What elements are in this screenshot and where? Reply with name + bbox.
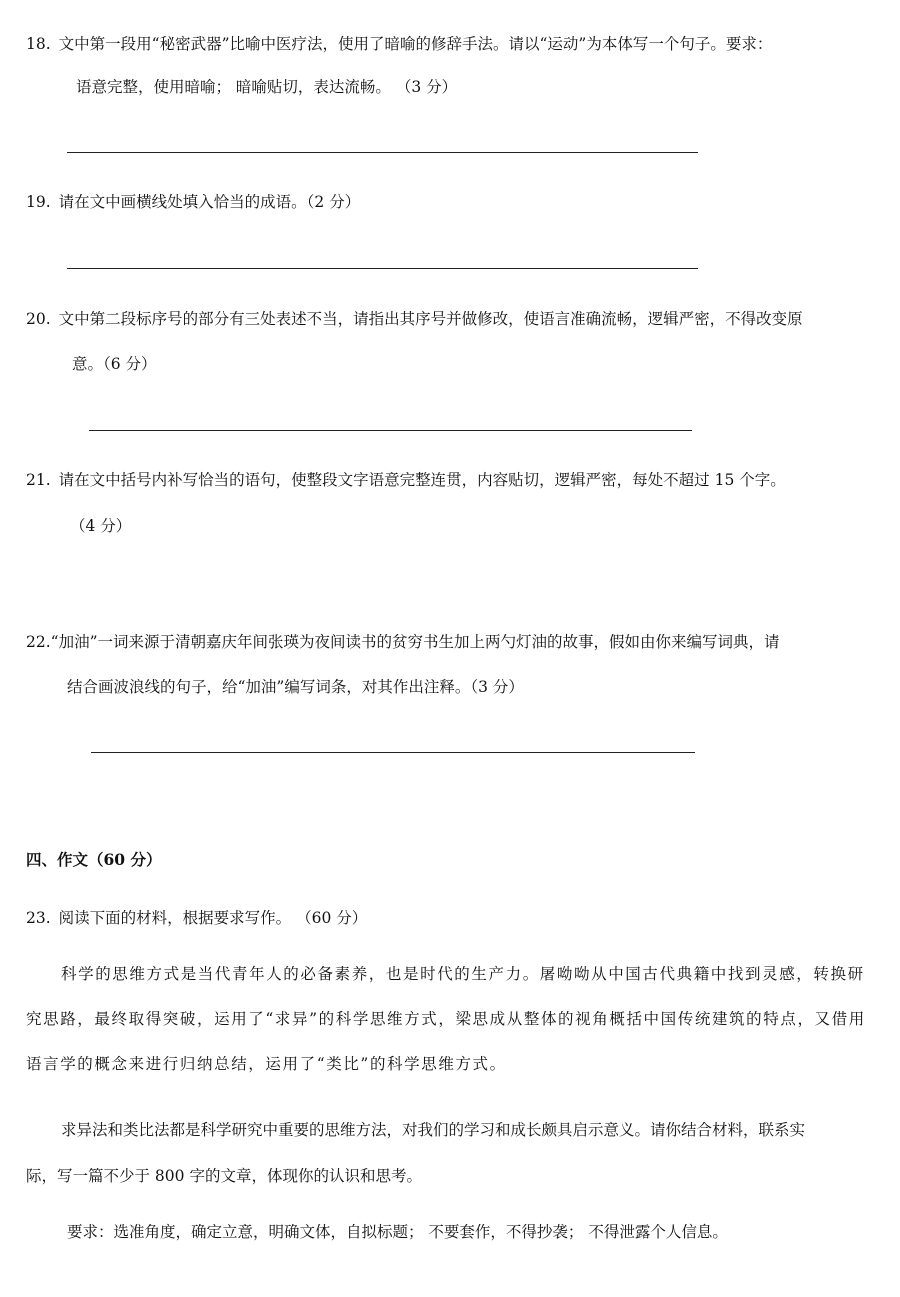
question-21-text: 请在文中括号内补写恰当的语句，使整段文字语意完整连贯，内容贴切，逻辑严密，每处不超过 15 个字。 [58, 471, 786, 489]
answer-line-18 [67, 152, 698, 153]
question-23-number: 23. [26, 909, 51, 927]
question-20-number: 20. [26, 310, 51, 328]
requirements-line: 要求：选准角度，确定立意，明确文体，自拟标题； 不要套作，不得抄袭； 不得泄露个人信息。 [67, 1223, 728, 1241]
question-19-line1 [26, 192, 360, 212]
question-22-number: 22. [26, 633, 51, 651]
answer-line-19 [67, 268, 698, 269]
question-23-line1 [26, 908, 367, 928]
question-19-number: 19. [26, 193, 51, 211]
question-23-prompt: 阅读下面的材料，根据要求写作。 （60 分） [58, 909, 368, 927]
question-18-text: 文中第一段用“秘密武器”比喻中医疗法，使用了暗喻的修辞手法。请以“运动”为本体写一个句子。要求： [58, 35, 773, 53]
question-21-line1 [26, 470, 786, 490]
question-19-text: 请在文中画横线处填入恰当的成语。（2 分） [58, 193, 361, 211]
instruction-line-1: 求异法和类比法都是科学研究中重要的思维方法，对我们的学习和成长颇具启示意义。请你结合材料，联系实 [61, 1121, 806, 1139]
question-18-line2: 语意完整，使用暗喻； 暗喻贴切，表达流畅。 （3 分） [76, 78, 458, 96]
section-heading: 四、作文（60 分） [26, 850, 162, 869]
question-20-text: 文中第二段标序号的部分有三处表述不当，请指出其序号并做修改，使语言准确流畅，逻辑严密，不得改变原 [58, 310, 803, 328]
question-22-line1 [26, 632, 780, 652]
question-22-line2: 结合画波浪线的句子，给“加油”编写词条，对其作出注释。（3 分） [67, 678, 524, 696]
question-21-number: 21. [26, 471, 51, 489]
question-18-number: 18. [26, 35, 51, 53]
answer-line-22 [91, 752, 695, 753]
instruction-line-2: 际，写一篇不少于 800 字的文章，体现你的认识和思考。 [26, 1167, 422, 1185]
question-18-line1 [26, 34, 772, 54]
question-21-line2: （4 分） [70, 517, 132, 535]
answer-line-20 [89, 430, 692, 431]
material-line-3: 语言学的概念来进行归纳总结，运用了“类比”的科学思维方式。 [26, 1055, 507, 1073]
material-line-2: 究思路，最终取得突破，运用了“求异”的科学思维方式，梁思成从整体的视角概括中国传统建筑的特点，又借用 [26, 1010, 866, 1028]
question-20-line2: 意。（6 分） [72, 355, 157, 373]
question-22-text: “加油”一词来源于清朝嘉庆年间张瑛为夜间读书的贫穷书生加上两勺灯油的故事，假如由你来编写词典，请 [50, 633, 780, 651]
question-20-line1 [26, 309, 803, 329]
material-line-1: 科学的思维方式是当代青年人的必备素养，也是时代的生产力。屠呦呦从中国古代典籍中找到灵感，转换研 [61, 965, 865, 983]
